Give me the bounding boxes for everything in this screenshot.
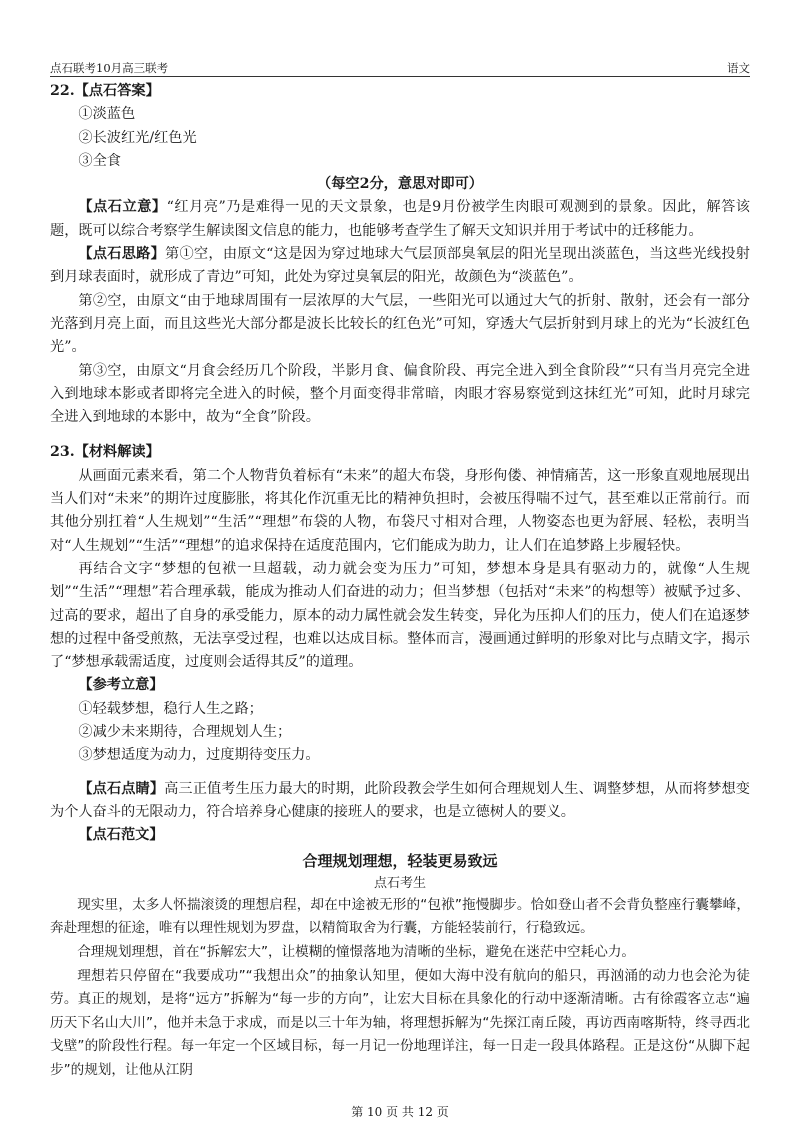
q23-heading: 23.【材料解读】 bbox=[50, 444, 160, 461]
q22-thinking-p1: 第①空，由原文“这是因为穿过地球大气层顶部臭氧层的阳光呈现出淡蓝色，当这些光线投射到月球表面时，就形成了青边”可知，此处为穿过臭氧层的阳光，故颜色为“淡蓝色”。 bbox=[50, 246, 750, 286]
q23-ref-item-3: ③梦想适度为动力，过度期待变压力。 bbox=[78, 747, 320, 764]
q22-intent bbox=[50, 196, 750, 243]
essay-body bbox=[50, 894, 750, 1083]
header-subject: 语文 bbox=[727, 61, 750, 75]
q23-ref-label: 【参考立意】 bbox=[78, 677, 164, 694]
page-footer: 第 10 页 共 12 页 bbox=[351, 1105, 449, 1119]
q22-answer-2: ②长波红光/红色光 bbox=[78, 129, 197, 146]
q22-thinking-p3: 第③空，由原文“月食会经历几个阶段，半影月食、偏食阶段、再完全进入到全食阶段”“只有当月亮完全进入到地球本影或者即将完全进入的时候，整个月面变得非常暗，肉眼才容易察觉到这抹红光”可知，此时月球完全进入到地球的本影中，故为“全食”阶段。 bbox=[50, 362, 750, 426]
q23-dianjing-text: 高三正值考生压力最大的时期，此阶段教会学生如何合理规划人生、调整梦想，从而将梦想变为个人奋斗的无限动力，符合培养身心健康的接班人的要求，也是立德树人的要义。 bbox=[50, 780, 750, 820]
section-gap bbox=[50, 768, 750, 778]
q23-dianjing bbox=[50, 778, 750, 825]
q23-material-p2: 再结合文字“梦想的包袱一旦超载，动力就会变为压力”可知，梦想本身是具有驱动力的，就像“人生规划”“生活”“理想”若合理承载，能成为推动人们奋进的动力；但当梦想（包括对“未来”的构想等）被赋予过多、过高的要求，超出了自身的承受能力，原本的动力属性就会发生转变，异化为压抑人们的压力，使人们在追逐梦想的过程中备受煎熬，无法享受过程，也难以达成目标。整体而言，漫画通过鲜明的形象对比与点睛文字，揭示了“梦想承载需适度，过度则会适得其反”的道理。 bbox=[50, 560, 750, 671]
essay-paragraph-1: 现实里，太多人怀揣滚烫的理想启程，却在中途被无形的“包袱”拖慢脚步。恰如登山者不会背负整座行囊攀峰，奔赴理想的征途，唯有以理性规划为罗盘，以精简取舍为行囊，方能轻装前行，行稳致远。 bbox=[50, 896, 750, 937]
section-gap bbox=[50, 429, 750, 441]
essay-paragraph-2: 合理规划理想，首在“拆解宏大”，让模糊的憧憬落地为清晰的坐标，避免在迷茫中空耗心力。 bbox=[77, 943, 636, 960]
q22-intent-text: “红月亮”乃是难得一见的天文景象，也是9月份被学生肉眼可观测到的景象。因此，解答该题，既可以综合考察学生解读图文信息的能力，也能够考查学生了解天文知识并用于考试中的迁移能力。 bbox=[50, 199, 750, 239]
q22-thinking-label: 【点石思路】 bbox=[78, 246, 166, 263]
essay-paragraph-3: 理想若只停留在“我要成功”“我想出众”的抽象认知里，便如大海中没有航向的船只，再汹涌的动力也会沦为徒劳。真正的规划，是将“远方”拆解为“每一步的方向”，让宏大目标在具象化的行动中逐渐清晰。古有徐霞客立志“遍历天下名山大川”，他并未急于求成，而是以三十年为轴，将理想拆解为“先探江南丘陵，再访西南喀斯特，终寻西北戈壁”的阶段性行程。每一年定一个区域目标，每一月记一份地理详注，每一日走一段具体路程。正是这份“从脚下起步”的规划，让他从江阴 bbox=[50, 967, 750, 1078]
essay-author: 点石考生 bbox=[373, 875, 426, 891]
essay-title: 合理规划理想，轻装更易致远 bbox=[302, 851, 498, 870]
q23-dianjing-label: 【点石点睛】 bbox=[78, 780, 165, 797]
page-content bbox=[50, 80, 750, 1083]
q22-thinking bbox=[50, 243, 750, 290]
q23-ref-item-1: ①轻载梦想，稳行人生之路； bbox=[78, 700, 263, 717]
q23-ref-item-2: ②减少未来期待，合理规划人生； bbox=[78, 724, 292, 741]
q22-scoring: （每空2分，意思对即可） bbox=[317, 176, 483, 193]
q22-answer-3: ③全食 bbox=[78, 152, 121, 169]
page-header bbox=[50, 60, 750, 77]
q23-model-label: 【点石范文】 bbox=[78, 827, 164, 844]
header-exam-name: 点石联考10月高三联考 bbox=[50, 61, 169, 75]
q22-heading: 22.【点石答案】 bbox=[50, 83, 160, 99]
q22-answer-1: ①淡蓝色 bbox=[78, 106, 136, 123]
q22-thinking-p2: 第②空，由原文“由于地球周围有一层浓厚的大气层，一些阳光可以通过大气的折射、散射，还会有一部分光落到月亮上面，而且这些光大部分都是波长比较长的红色光”可知，穿透大气层折射到月球上的光为“长波红色光”。 bbox=[50, 292, 750, 356]
q23-material-p1: 从画面元素来看，第二个人物背负着标有“未来”的超大布袋，身形佝偻、神情痛苦，这一形象直观地展现出当人们对“未来”的期许过度膨胀，将其化作沉重无比的精神负担时，会被压得喘不过气，甚至难以正常前行。而其他分别扛着“人生规划”“生活”“理想”布袋的人物，布袋尺寸相对合理，人物姿态也更为舒展、轻松，表明当对“人生规划”“生活”“理想”的追求保持在适度范围内，它们能成为助力，让人们在追梦路上步履轻快。 bbox=[50, 467, 750, 554]
q22-intent-label: 【点石立意】 bbox=[78, 199, 167, 216]
